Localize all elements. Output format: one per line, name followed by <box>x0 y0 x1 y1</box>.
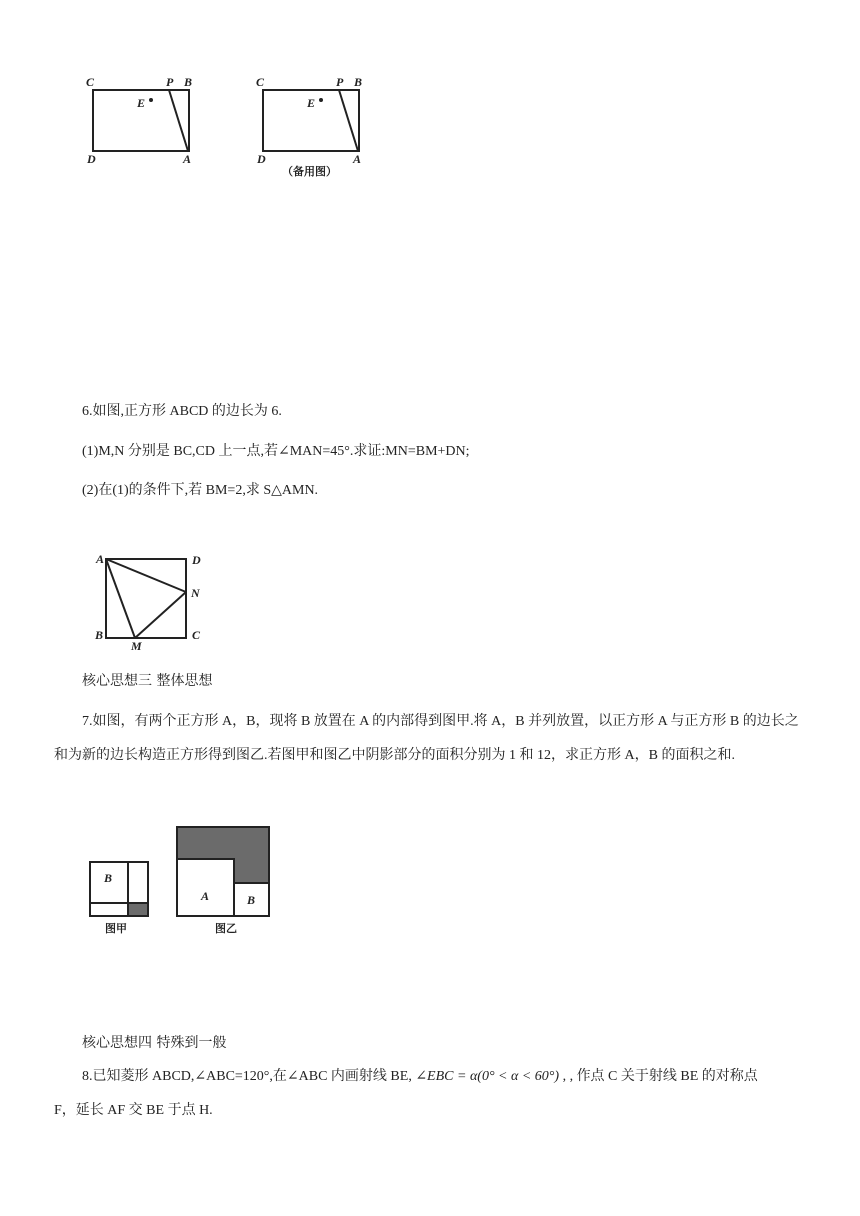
label-p: P <box>166 75 174 89</box>
label-a: A <box>183 152 192 166</box>
section-heading-holistic: 核心思想三 整体思想 <box>82 673 213 689</box>
yi-label-b: B <box>247 893 256 907</box>
label-c: C <box>86 75 95 89</box>
figure-rectangle-1 <box>82 74 202 166</box>
figure-square-abcd <box>92 550 216 654</box>
label-b: B <box>184 75 193 89</box>
label-m: M <box>131 639 142 653</box>
q6-stem: 6.如图,正方形 ABCD 的边长为 6. <box>82 404 282 419</box>
segment-mn <box>135 592 186 638</box>
label-d: D <box>87 152 96 166</box>
point-e <box>319 98 323 102</box>
yi-caption: 图乙 <box>215 922 237 935</box>
label-a: A <box>96 552 105 566</box>
q8-line1 <box>54 1060 782 1128</box>
figure-rectangle-backup-svg <box>252 74 372 180</box>
q6-part2: (2)在(1)的条件下,若 BM=2,求 S△AMN. <box>82 483 319 498</box>
jia-caption: 图甲 <box>105 922 127 935</box>
q6-part1: (1)M,N 分别是 BC,CD 上一点,若∠MAN=45°.求证:MN=BM+DN; <box>82 444 470 459</box>
figure-squares-svg <box>86 824 276 942</box>
segment-pa <box>169 90 188 151</box>
jia-label-b: B <box>104 871 113 885</box>
backup-caption: （备用图） <box>282 165 337 178</box>
label-e: E <box>137 96 146 110</box>
figure-squares-jia-yi <box>86 824 276 942</box>
figure-rectangle-backup <box>252 74 372 180</box>
q8-text-b: , , 作点 C 关于射线 BE 的对称点 F，延长 AF 交 BE 于点 H. <box>54 1069 758 1118</box>
figure-rectangle-1-svg <box>82 74 202 166</box>
label-d: D <box>192 553 201 567</box>
yi-square-a <box>177 859 234 916</box>
point-e <box>149 98 153 102</box>
segment-pa <box>339 90 358 151</box>
label-b: B <box>95 628 104 642</box>
figure-square-abcd-svg <box>92 550 216 654</box>
yi-label-a: A <box>201 889 210 903</box>
label-c: C <box>192 628 201 642</box>
label-e: E <box>307 96 316 110</box>
q7-text: 7.如图，有两个正方形 A，B，现将 B 放置在 A 的内部得到图甲.将 A，B 并列放置，以正方形 A 与正方形 B 的边长之和为新的边长构造正方形得到图乙.若图甲和图乙中阴影部分的面积分别为 1 和 12，求正方形 A，B 的面积之和. <box>54 714 799 763</box>
label-a: A <box>353 152 362 166</box>
label-b: B <box>354 75 363 89</box>
square-abcd <box>106 559 186 638</box>
q8-formula: ∠EBC = α(0° < α < 60°) <box>415 1069 560 1084</box>
label-p: P <box>336 75 344 89</box>
segment-am <box>106 559 135 638</box>
jia-shaded-square <box>128 903 148 916</box>
label-d: D <box>257 152 266 166</box>
q8-text-a: 8.已知菱形 ABCD,∠ABC=120°,在∠ABC 内画射线 BE, <box>82 1069 412 1084</box>
label-c: C <box>256 75 265 89</box>
label-n: N <box>191 586 200 600</box>
segment-an <box>106 559 186 592</box>
section-heading-special-to-general: 核心思想四 特殊到一般 <box>82 1035 227 1051</box>
